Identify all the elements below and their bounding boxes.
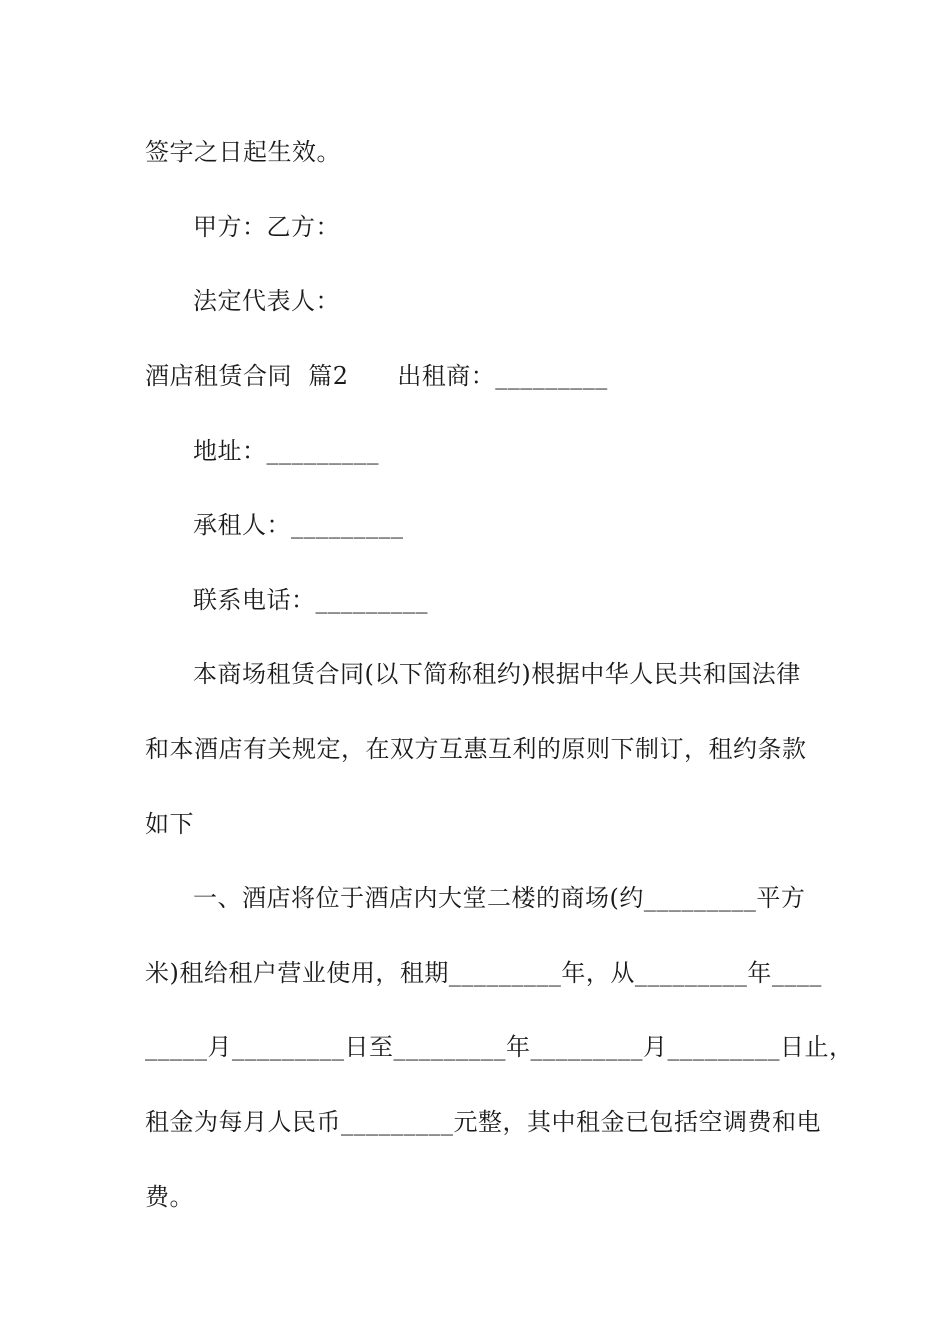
legal-representative-line: 法定代表人： [193, 287, 340, 315]
clause-one-line-1: 一、酒店将位于酒店内大堂二楼的商场(约_________平方 [193, 884, 806, 912]
clause-one-line-3: _____月_________日至_________年_________月_________日止， [145, 1033, 854, 1061]
clause-one-line-2: 米)租给租户营业使用，租期_________年，从_________年____ [145, 959, 822, 987]
party-a-b-line: 甲方：乙方： [193, 213, 340, 241]
lessee-line: 承租人：_________ [193, 511, 404, 539]
contact-phone-line: 联系电话：_________ [193, 586, 428, 614]
clause-one-line-4: 租金为每月人民币_________元整，其中租金已包括空调费和电 [145, 1108, 821, 1136]
paragraph-intro-line-2: 和本酒店有关规定，在双方互惠互利的原则下制订，租约条款 [145, 735, 807, 763]
clause-one-line-5: 费。 [145, 1183, 194, 1211]
paragraph-intro-line-3: 如下 [145, 810, 194, 838]
address-line: 地址：_________ [193, 437, 379, 465]
contract-effective-line: 签字之日起生效。 [145, 138, 341, 166]
paragraph-intro-line-1: 本商场租赁合同(以下简称租约)根据中华人民共和国法律 [193, 660, 801, 688]
contract-title-lessor-line: 酒店租赁合同 篇2 出租商：_________ [145, 362, 608, 390]
